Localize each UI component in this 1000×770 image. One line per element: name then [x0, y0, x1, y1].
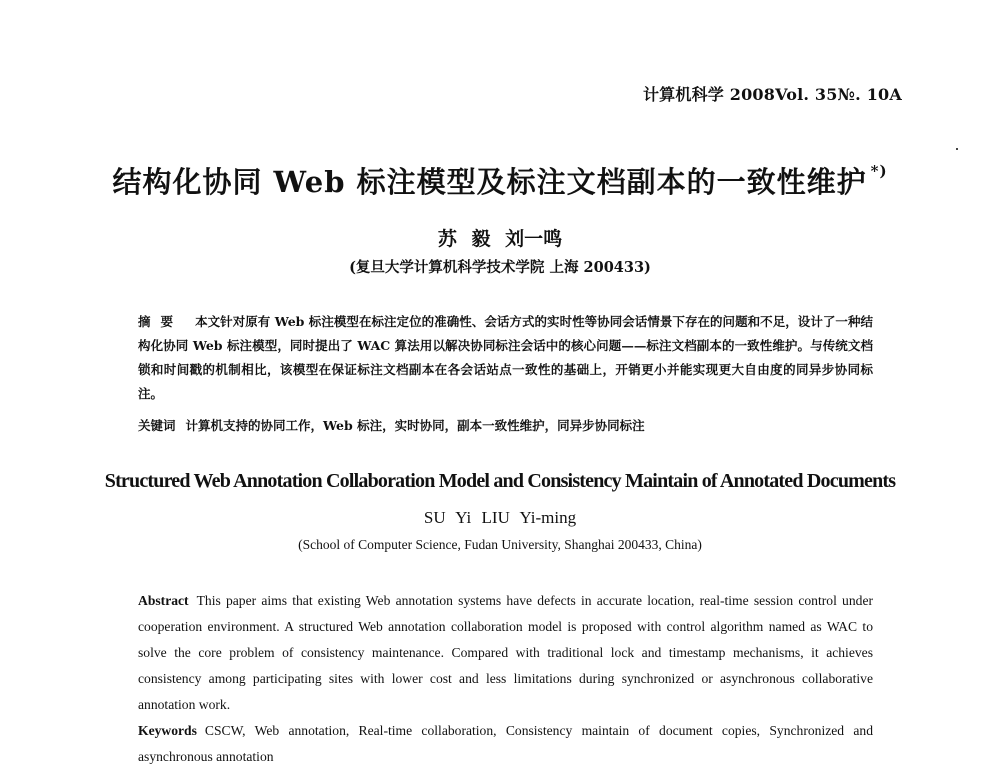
english-authors: SU Yi LIU Yi-ming	[423, 508, 577, 527]
chinese-keywords-text: 计算机支持的协同工作，Web 标注，实时协同，副本一致性维护，同异步协同标注	[185, 418, 645, 433]
chinese-title	[0, 160, 1000, 201]
chinese-keywords	[138, 416, 873, 434]
english-keywords	[138, 718, 873, 770]
journal-header: 计算机科学 2008Vol. 35№. 10A	[642, 85, 902, 104]
chinese-affiliation: (复旦大学计算机科学技术学院 上海 200433)	[349, 259, 651, 276]
english-keywords-label: Keywords	[138, 723, 197, 738]
english-abstract-label: Abstract	[138, 593, 189, 608]
chinese-abstract	[138, 310, 873, 406]
chinese-authors: 苏 毅 刘一鸣	[437, 228, 563, 250]
english-title: Structured Web Annotation Collaboration Model and Consistency Maintain of Annotated Documents	[104, 470, 896, 492]
chinese-abstract-label: 摘要	[138, 314, 184, 329]
title-footnote-mark: *)	[870, 162, 888, 180]
english-keywords-text: CSCW, Web annotation, Real-time collaboration, Consistency maintain of document copies, Synchronized and asynchronous annotation	[138, 723, 873, 764]
chinese-abstract-text: 本文针对原有 Web 标注模型在标注定位的准确性、会话方式的实时性等协同会话情景下存在的问题和不足，设计了一种结构化协同 Web 标注模型，同时提出了 WAC 算法用以解决协同标注会话中的核心问题——标注文档副本的一致性维护。与传统文档锁和时间戳的机制相比，该模型在保证标注文档副本在各会话站点一致性的基础上，开销更小并能实现更大自由度的同异步协同标注。	[138, 314, 873, 401]
english-affiliation: (School of Computer Science, Fudan University, Shanghai 200433, China)	[298, 537, 702, 552]
english-abstract-text: This paper aims that existing Web annotation systems have defects in accurate location, real-time session control under cooperation environment. A structured Web annotation collaboration model is proposed with control algorithm named as WAC to solve the core problem of consistency maintenance. Compared with traditional lock and timestamp mechanisms, it achieves consistency among participating sites with lower cost and less limitations during synchronized or asynchronous collaborative annotation work.	[138, 593, 873, 712]
english-abstract	[138, 588, 873, 718]
scan-speck	[956, 148, 958, 150]
chinese-title-text: 结构化协同 Web 标注模型及标注文档副本的一致性维护	[112, 165, 867, 199]
chinese-keywords-label: 关键词	[138, 418, 176, 433]
